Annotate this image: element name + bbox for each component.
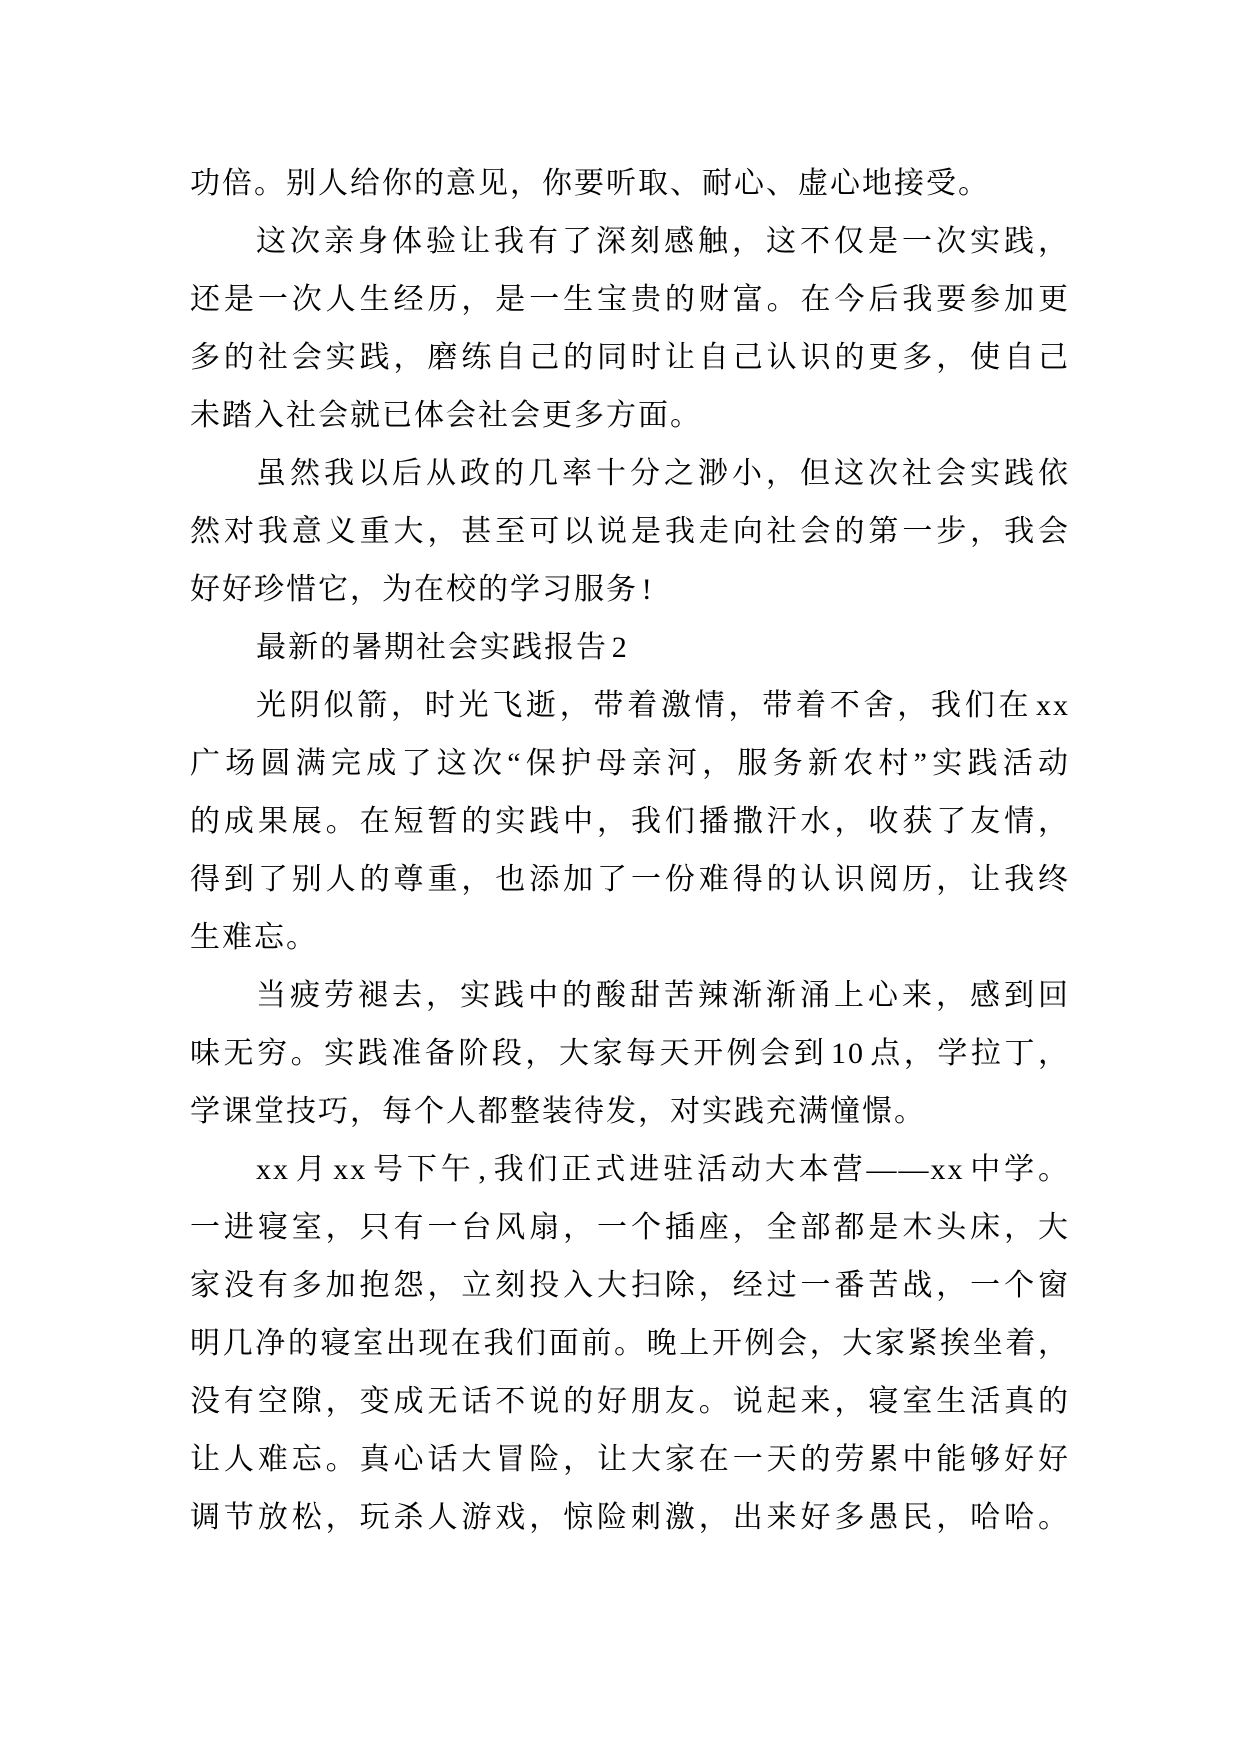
text-line: 光阴似箭，时光飞逝，带着激情，带着不舍，我们在xx bbox=[256, 689, 1070, 722]
text-line: xx月xx号下午,我们正式进驻活动大本营——xx中学。 bbox=[256, 1153, 1070, 1186]
text-line: 功倍。别人给你的意见，你要听取、耐心、虚心地接受。 bbox=[190, 167, 990, 200]
text-line: 让人难忘。真心话大冒险，让大家在一天的劳累中能够好好 bbox=[190, 1443, 1070, 1476]
paragraph bbox=[190, 967, 1070, 1141]
text-line: 家没有多加抱怨，立刻投入大扫除，经过一番苦战，一个窗 bbox=[190, 1269, 1070, 1302]
text-line: 好好珍惜它，为在校的学习服务! bbox=[190, 573, 654, 606]
text-line: 虽然我以后从政的几率十分之渺小，但这次社会实践依 bbox=[256, 457, 1070, 490]
text-line: 未踏入社会就已体会社会更多方面。 bbox=[190, 399, 702, 432]
text-line: 生难忘。 bbox=[190, 921, 318, 954]
text-line: 的成果展。在短暂的实践中，我们播撒汗水，收获了友情， bbox=[190, 805, 1070, 838]
text-line: 广场圆满完成了这次“保护母亲河，服务新农村”实践活动 bbox=[190, 747, 1070, 780]
text-line: 当疲劳褪去，实践中的酸甜苦辣渐渐涌上心来，感到回 bbox=[256, 979, 1070, 1012]
text-line: 得到了别人的尊重，也添加了一份难得的认识阅历，让我终 bbox=[190, 863, 1070, 896]
text-line: 明几净的寝室出现在我们面前。晚上开例会，大家紧挨坐着， bbox=[190, 1327, 1070, 1360]
text-line: 味无穷。实践准备阶段，大家每天开例会到10点，学拉丁， bbox=[190, 1037, 1070, 1070]
text-line: 这次亲身体验让我有了深刻感触，这不仅是一次实践， bbox=[256, 225, 1070, 258]
text-line: 多的社会实践，磨练自己的同时让自己认识的更多，使自己 bbox=[190, 341, 1070, 374]
text-line: 调节放松，玩杀人游戏，惊险刺激，出来好多愚民，哈哈。 bbox=[190, 1501, 1070, 1534]
text-line: 一进寝室，只有一台风扇，一个插座，全部都是木头床，大 bbox=[190, 1211, 1070, 1244]
paragraph bbox=[190, 677, 1070, 967]
text-line: 没有空隙，变成无话不说的好朋友。说起来，寝室生活真的 bbox=[190, 1385, 1070, 1418]
text-line: 然对我意义重大，甚至可以说是我走向社会的第一步，我会 bbox=[190, 515, 1070, 548]
text-line: 学课堂技巧，每个人都整装待发，对实践充满憧憬。 bbox=[190, 1095, 926, 1128]
section-heading: 最新的暑期社会实践报告2 bbox=[256, 631, 629, 664]
paragraph bbox=[190, 213, 1070, 445]
paragraph bbox=[190, 155, 1070, 213]
paragraph bbox=[190, 445, 1070, 619]
text-line: 还是一次人生经历，是一生宝贵的财富。在今后我要参加更 bbox=[190, 283, 1070, 316]
paragraph bbox=[190, 1141, 1070, 1547]
document-body bbox=[190, 155, 1070, 1547]
